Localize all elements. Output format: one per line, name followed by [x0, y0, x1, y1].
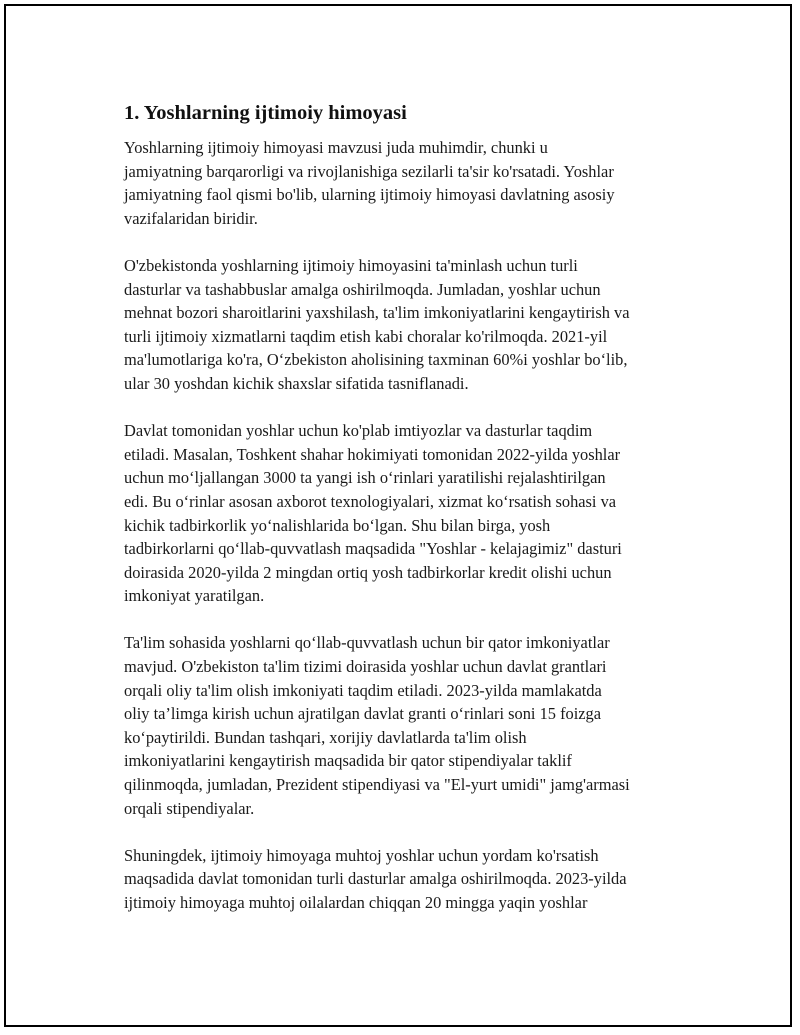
section-heading: 1. Yoshlarning ijtimoiy himoyasi	[124, 102, 407, 124]
paragraph-2: O'zbekistonda yoshlarning ijtimoiy himoyasini ta'minlash uchun turli dasturlar va tashabbuslar amalga oshirilmoqda. Jumladan, yoshlar uchun mehnat bozori sharoitlarini yaxshilash, ta'lim imkoniyatlarini kengaytirish va turli ijtimoiy xizmatlarni taqdim etish kabi choralar ko'rilmoqda. 2021-yil ma'lumotlariga ko'ra, O‘zbekiston aholisining taxminan 60%i yoshlar bo‘lib, ular 30 yoshdan kichik shaxslar sifatida tasniflanadi.	[124, 255, 630, 393]
document-body	[124, 100, 704, 938]
paragraph-3: Davlat tomonidan yoshlar uchun ko'plab imtiyozlar va dasturlar taqdim etiladi. Masalan, Toshkent shahar hokimiyati tomonidan 2022-yilda yoshlar uchun mo‘ljallangan 3000 ta yangi ish o‘rinlari yaratilishi rejalashtirilgan edi. Bu o‘rinlar asosan axborot texnologiyalari, xizmat ko‘rsatish sohasi va kichik tadbirkorlik yo‘nalishlarida bo‘lgan. Shu bilan birga, yosh tadbirkorlarni qo‘llab-quvvatlash maqsadida "Yoshlar - kelajagimiz" dasturi doirasida 2020-yilda 2 mingdan ortiq yosh tadbirkorlar kredit olishi uchun imkoniyat yaratilgan.	[124, 421, 622, 606]
paragraph-4: Ta'lim sohasida yoshlarni qo‘llab-quvvatlash uchun bir qator imkoniyatlar mavjud. O'zbekiston ta'lim tizimi doirasida yoshlar uchun davlat grantlari orqali oliy ta'lim olish imkoniyati taqdim etiladi. 2023-yilda mamlakatda oliy ta’limga kirish uchun ajratilgan davlat granti o‘rinlari soni 15 foizga ko‘paytirildi. Bundan tashqari, xorijiy davlatlarda ta'lim olish imkoniyatlarini kengaytirish maqsadida bir qator stipendiyalar taklif qilinmoqda, jumladan, Prezident stipendiyasi va "El-yurt umidi" jamg'armasi orqali stipendiyalar.	[124, 633, 630, 818]
document-page	[4, 4, 792, 1027]
paragraph-5: Shuningdek, ijtimoiy himoyaga muhtoj yoshlar uchun yordam ko'rsatish maqsadida davlat tomonidan turli dasturlar amalga oshirilmoqda. 2023-yilda ijtimoiy himoyaga muhtoj oilalardan chiqqan 20 mingga yaqin yoshlar	[124, 845, 627, 912]
paragraph-1: Yoshlarning ijtimoiy himoyasi mavzusi juda muhimdir, chunki u jamiyatning barqarorligi va rivojlanishiga sezilarli ta'sir ko'rsatadi. Yoshlar jamiyatning faol qismi bo'lib, ularning ijtimoiy himoyasi davlatning asosiy vazifalaridan biridir.	[124, 138, 615, 228]
